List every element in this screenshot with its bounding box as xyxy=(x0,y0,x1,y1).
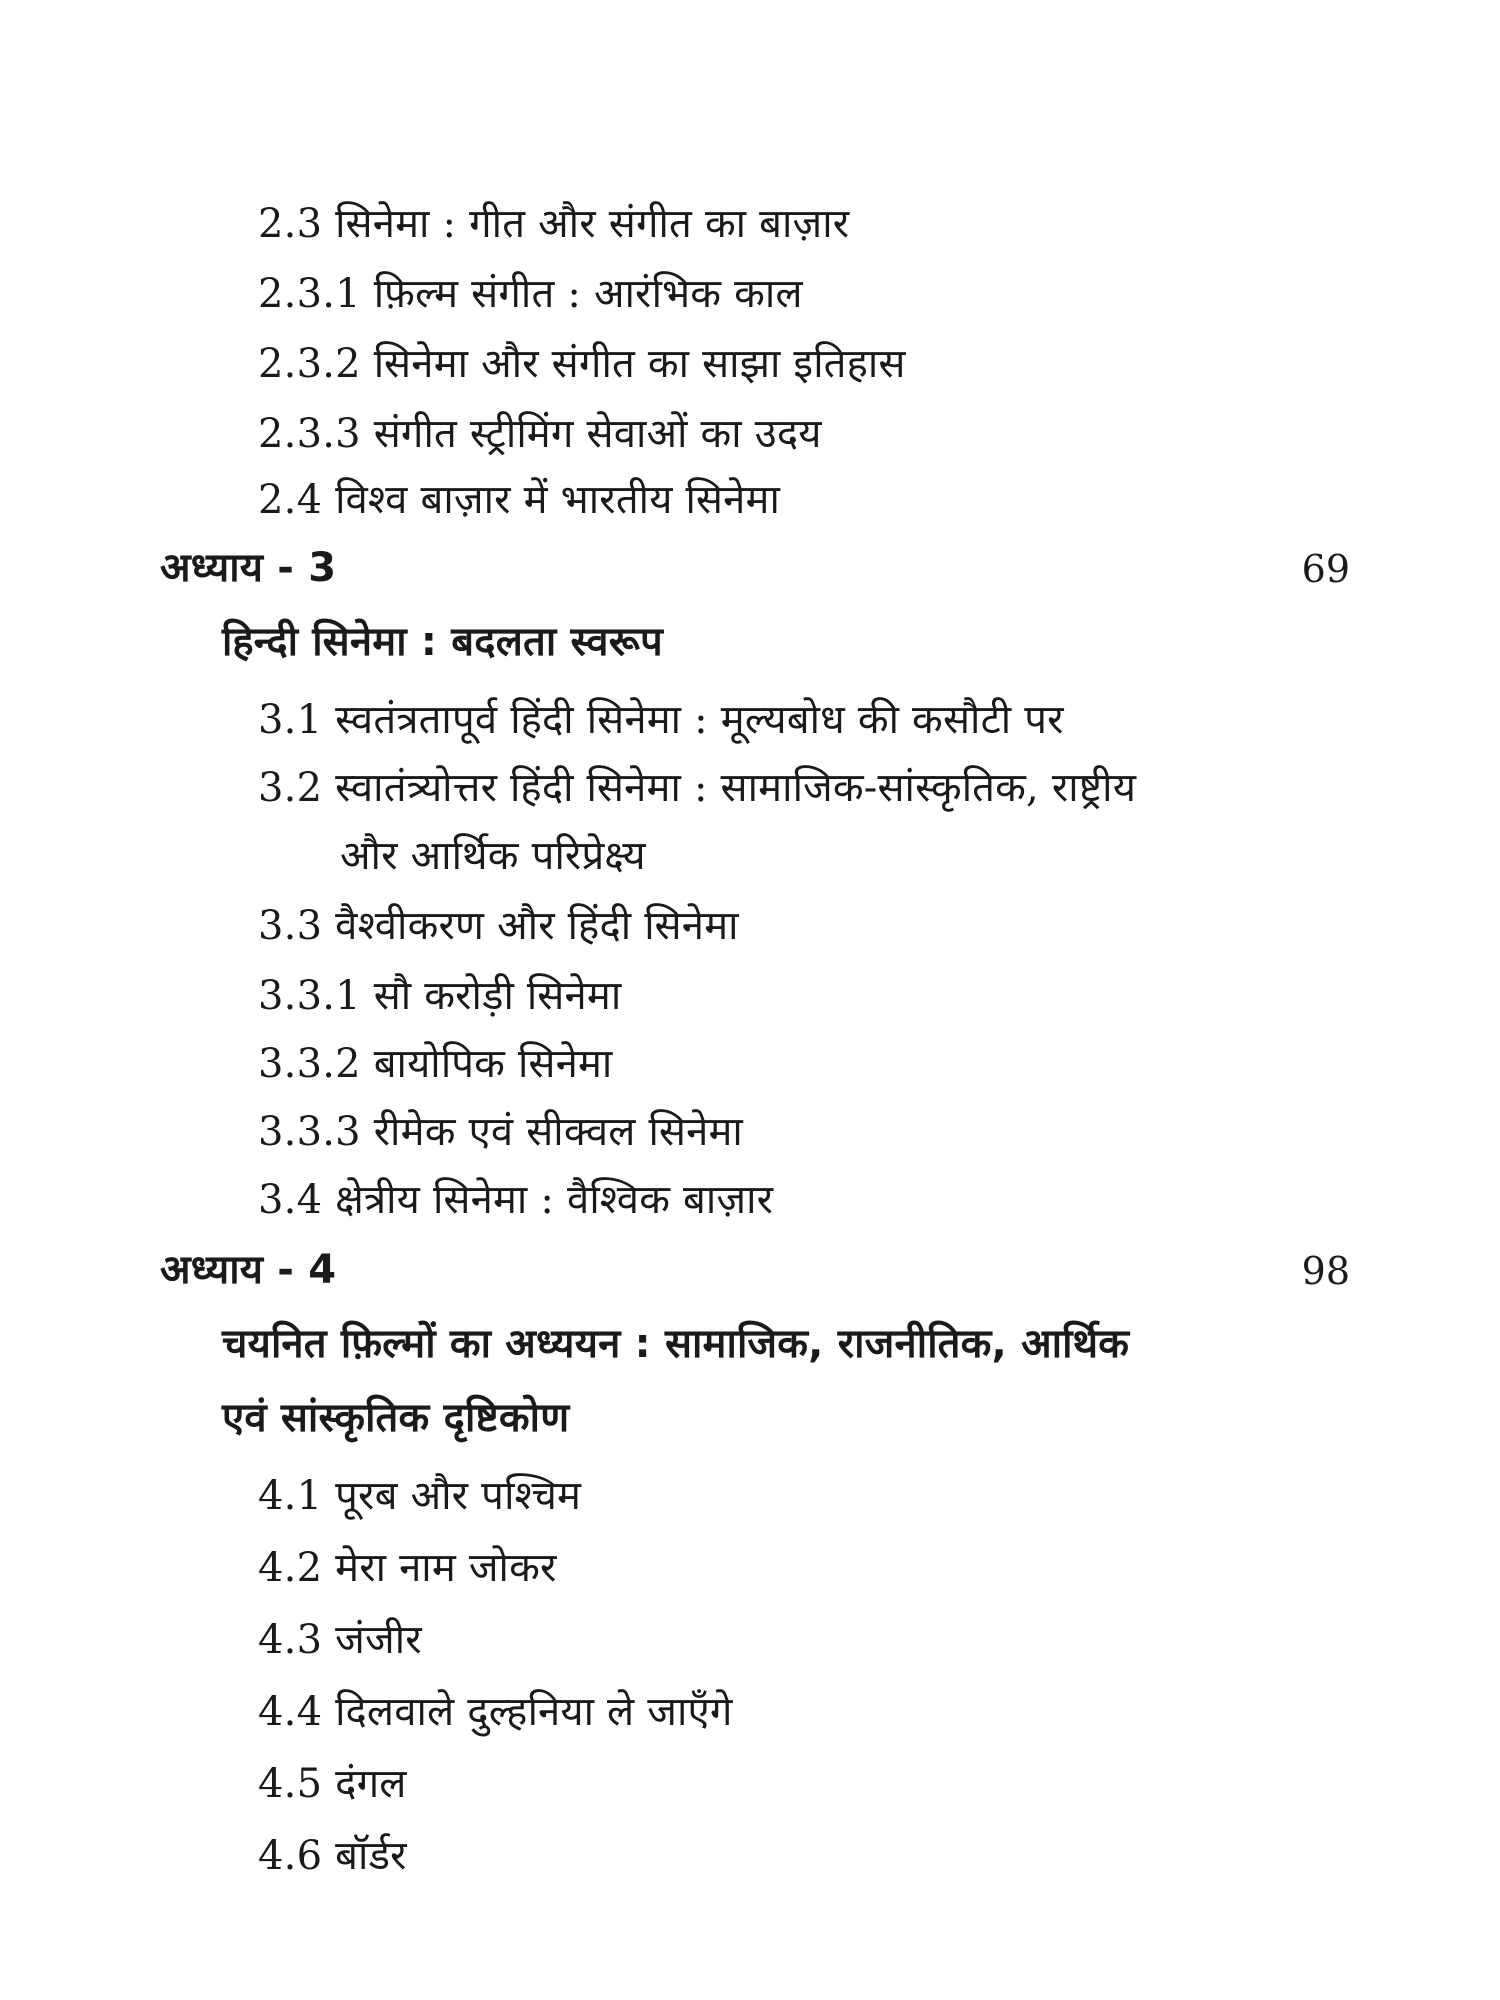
toc-entry-2-3-2: 2.3.2 सिनेमा और संगीत का साझा इतिहास xyxy=(258,341,906,387)
chapter-4-heading: अध्याय - 4 xyxy=(160,1247,337,1293)
toc-entry-2-4: 2.4 विश्व बाज़ार में भारतीय सिनेमा xyxy=(258,477,781,523)
chapter-3-heading: अध्याय - 3 xyxy=(160,545,337,591)
toc-entry-3-2: 3.2 स्वातंत्र्योत्तर हिंदी सिनेमा : सामाजिक-सांस्कृतिक, राष्ट्रीय xyxy=(258,765,1137,811)
toc-entry-4-1: 4.1 पूरब और पश्चिम xyxy=(258,1473,582,1519)
toc-entry-4-4: 4.4 दिलवाले दुल्हनिया ले जाएँगे xyxy=(258,1689,733,1735)
toc-entry-4-3: 4.3 जंजीर xyxy=(258,1617,422,1663)
toc-entry-2-3: 2.3 सिनेमा : गीत और संगीत का बाज़ार xyxy=(258,201,850,247)
toc-entry-3-4: 3.4 क्षेत्रीय सिनेमा : वैश्विक बाज़ार xyxy=(258,1177,774,1223)
toc-entry-2-3-3: 2.3.3 संगीत स्ट्रीमिंग सेवाओं का उदय xyxy=(258,411,822,457)
toc-entry-3-3: 3.3 वैश्वीकरण और हिंदी सिनेमा xyxy=(258,903,739,949)
toc-entry-4-2: 4.2 मेरा नाम जोकर xyxy=(258,1545,557,1591)
chapter-3-page-number: 69 xyxy=(1301,547,1350,591)
toc-entry-4-6: 4.6 बॉर्डर xyxy=(258,1833,407,1879)
toc-entry-4-5: 4.5 दंगल xyxy=(258,1761,407,1807)
chapter-4-title-line-1: चयनित फ़िल्मों का अध्ययन : सामाजिक, राजनीतिक, आर्थिक xyxy=(222,1321,1130,1367)
toc-entry-3-3-1: 3.3.1 सौ करोड़ी सिनेमा xyxy=(258,973,622,1019)
toc-entry-2-3-1: 2.3.1 फ़िल्म संगीत : आरंभिक काल xyxy=(258,271,803,317)
chapter-4-title-line-2: एवं सांस्कृतिक दृष्टिकोण xyxy=(222,1395,570,1441)
toc-entry-3-3-2: 3.3.2 बायोपिक सिनेमा xyxy=(258,1041,613,1087)
chapter-4-page-number: 98 xyxy=(1301,1249,1350,1293)
toc-entry-3-2-continuation: और आर्थिक परिप्रेक्ष्य xyxy=(340,833,646,879)
toc-entry-3-3-3: 3.3.3 रीमेक एवं सीक्वल सिनेमा xyxy=(258,1109,743,1155)
chapter-3-title: हिन्दी सिनेमा : बदलता स्वरूप xyxy=(222,619,663,665)
toc-entry-3-1: 3.1 स्वतंत्रतापूर्व हिंदी सिनेमा : मूल्यबोध की कसौटी पर xyxy=(258,697,1064,743)
